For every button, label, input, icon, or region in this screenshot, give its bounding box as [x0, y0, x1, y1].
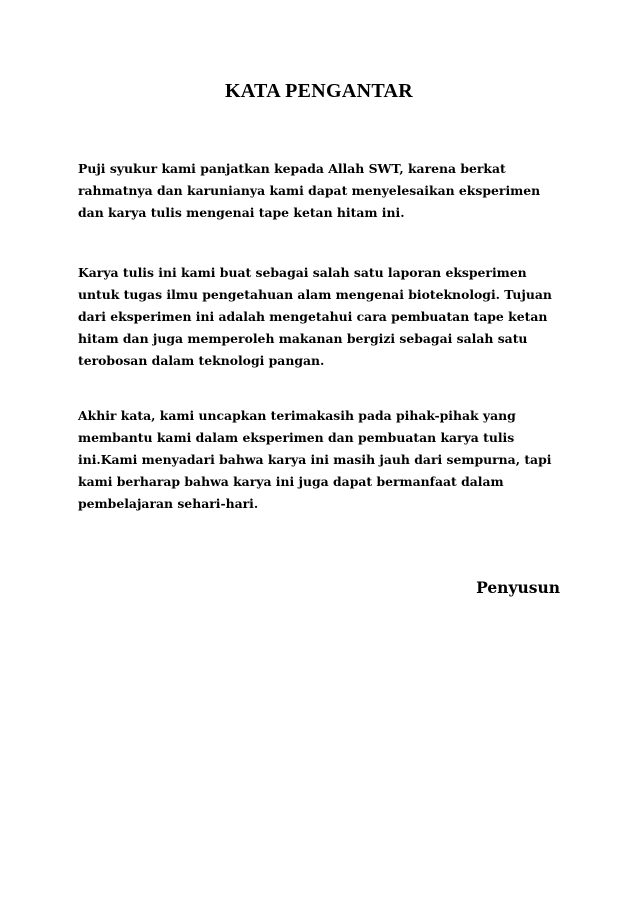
page-title: KATA PENGANTAR: [224, 80, 414, 102]
paragraph-line: Akhir kata, kami uncapkan terimakasih pada pihak-pihak yang: [78, 408, 516, 423]
paragraph-line: kami berharap bahwa karya ini juga dapat bermanfaat dalam: [78, 474, 504, 489]
paragraph-line: dan karya tulis mengenai tape ketan hitam ini.: [78, 205, 405, 220]
paragraph-line: hitam dan juga memperoleh makanan bergizi sebagai salah satu: [78, 331, 528, 346]
paragraph-line: rahmatnya dan karunianya kami dapat menyelesaikan eksperimen: [78, 183, 541, 198]
paragraph-line: dari eksperimen ini adalah mengetahui cara pembuatan tape ketan: [78, 309, 548, 324]
paragraph-line: untuk tugas ilmu pengetahuan alam mengenai bioteknologi. Tujuan: [78, 287, 552, 302]
paragraph-closing: [78, 405, 552, 515]
paragraph-line: ini.Kami menyadari bahwa karya ini masih jauh dari sempurna, tapi: [78, 452, 552, 467]
paragraph-line: membantu kami dalam eksperimen dan pembuatan karya tulis: [78, 430, 515, 445]
paragraph-line: pembelajaran sehari-hari.: [78, 496, 259, 511]
paragraph-line: Puji syukur kami panjatkan kepada Allah SWT, karena berkat: [78, 161, 506, 176]
paragraph-opening: [78, 158, 548, 224]
paragraph-line: terobosan dalam teknologi pangan.: [78, 353, 325, 368]
paragraph-purpose: [78, 262, 552, 372]
signature: Penyusun: [476, 578, 560, 597]
paragraph-line: Karya tulis ini kami buat sebagai salah satu laporan eksperimen: [78, 265, 527, 280]
